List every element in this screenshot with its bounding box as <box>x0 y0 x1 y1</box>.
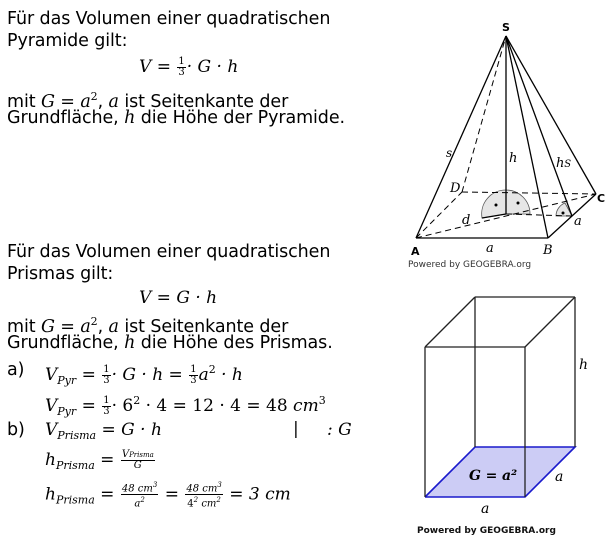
def-exp: 2 <box>90 315 98 328</box>
formula-rest: · G · h <box>186 57 239 77</box>
frac-den: 3 <box>103 406 110 417</box>
solution-b-separator: | <box>293 419 299 439</box>
frac-den: 3 <box>103 375 110 386</box>
unit: cm <box>293 396 319 416</box>
formula-eq: = <box>156 57 171 77</box>
frac-den: a <box>134 498 141 510</box>
lhs: V <box>45 396 58 416</box>
eq: = <box>81 365 96 385</box>
lhs: h <box>45 450 56 470</box>
def-comma: , <box>97 317 104 337</box>
lhs-sub: Prisma <box>57 429 97 442</box>
tail: a <box>198 365 209 385</box>
lhs: V <box>45 420 58 440</box>
solution-b-operation: : G <box>327 420 352 440</box>
frac-den: G <box>133 460 142 471</box>
prism-intro-line2: Prismas gilt: <box>7 264 114 284</box>
hs-main: h <box>556 156 565 171</box>
solution-a-label: a) <box>7 360 25 380</box>
def-comma: , <box>97 92 104 112</box>
side-edge-label-a: a <box>574 214 582 229</box>
height-label-h: h <box>509 151 518 166</box>
exp: 2 <box>216 496 221 505</box>
exp: 3 <box>217 481 222 489</box>
def-text: ist Seitenkante der <box>124 317 289 337</box>
rest: · 4 = 12 · 4 = 48 <box>145 396 294 416</box>
frac-den: 4 <box>187 498 194 510</box>
lhs: V <box>45 365 58 385</box>
eq: = <box>100 484 115 505</box>
frac-den: 3 <box>190 375 197 386</box>
solution-b-label: b) <box>7 420 25 440</box>
geogebra-credit-pyramid: Powered by GEOGEBRA.org <box>408 260 532 270</box>
def-math-h: h <box>124 108 136 128</box>
def-math-a: a <box>108 317 119 337</box>
hs-sub: S <box>564 159 572 170</box>
frac-num: 48 cm <box>186 483 218 495</box>
def-prefix: mit <box>7 317 36 337</box>
vertex-label-c: C <box>597 192 605 205</box>
eq: = <box>81 396 96 416</box>
def-text2: die Höhe der Pyramide. <box>140 108 345 128</box>
formula-lhs: V <box>139 57 152 77</box>
lhs: h <box>45 484 56 505</box>
frac-den: 3 <box>178 67 185 78</box>
exp: 3 <box>152 481 158 489</box>
lhs-sub: Pyr <box>57 405 77 418</box>
edge-label-s: s <box>446 146 453 160</box>
prism-base-area-label: G = a² <box>469 468 518 484</box>
frac-num: V <box>121 449 130 460</box>
vertex-label-d: D <box>450 181 461 196</box>
tail2: · h <box>221 365 243 385</box>
eq2: = <box>164 484 179 505</box>
prism-side-edge-label: a <box>555 469 564 485</box>
base-edge-label-a: a <box>486 241 494 256</box>
lhs-sub: Prisma <box>55 493 95 507</box>
rhs: = G · h <box>101 420 162 440</box>
frac-num-sub: Prisma <box>129 451 154 459</box>
prism-intro-line1: Für das Volumen einer quadratischen <box>7 242 331 262</box>
prism-height-label: h <box>579 357 588 373</box>
def-math-g: G = a <box>40 317 91 337</box>
def-text: ist Seitenkante der <box>124 92 289 112</box>
vertex-label-b: B <box>543 243 553 258</box>
def-exp: 2 <box>90 90 98 103</box>
def-prefix2: Grundfläche, <box>7 108 119 128</box>
geogebra-credit-prism: Powered by GEOGEBRA.org <box>417 526 556 536</box>
frac-num: 1 <box>178 56 185 67</box>
def-math-g: G = a <box>40 92 91 112</box>
unit: cm <box>198 498 217 510</box>
lhs-sub: Prisma <box>55 459 95 472</box>
exp: 2 <box>140 496 145 505</box>
def-math-a: a <box>108 92 119 112</box>
result: = 3 cm <box>229 484 291 505</box>
def-math-h: h <box>124 333 136 353</box>
pyramid-intro-line2: Pyramide gilt: <box>7 31 128 51</box>
unit-exp: 3 <box>318 394 326 407</box>
lhs-sub: Pyr <box>57 374 77 387</box>
frac-num: 1 <box>103 364 110 375</box>
vertex-label-s: S <box>502 21 510 34</box>
prism-volume-formula: V = G · h <box>139 288 218 308</box>
tail-exp: 2 <box>208 363 216 376</box>
diagonal-label-d: d <box>462 213 471 228</box>
exp: 2 <box>193 496 199 505</box>
vertex-label-a: A <box>411 245 420 258</box>
frac-num: 1 <box>103 395 110 406</box>
mid: · G · h = <box>111 365 183 385</box>
frac-num: 48 cm <box>121 483 153 495</box>
exp: 2 <box>133 394 141 407</box>
prism-base-edge-label: a <box>481 501 490 517</box>
def-text2: die Höhe des Prismas. <box>140 333 333 353</box>
frac-num: 1 <box>190 364 197 375</box>
def-prefix2: Grundfläche, <box>7 333 119 353</box>
eq: = <box>100 450 115 470</box>
mid: · 6 <box>111 396 134 416</box>
def-prefix: mit <box>7 92 36 112</box>
pyramid-intro-line1: Für das Volumen einer quadratischen <box>7 9 331 29</box>
